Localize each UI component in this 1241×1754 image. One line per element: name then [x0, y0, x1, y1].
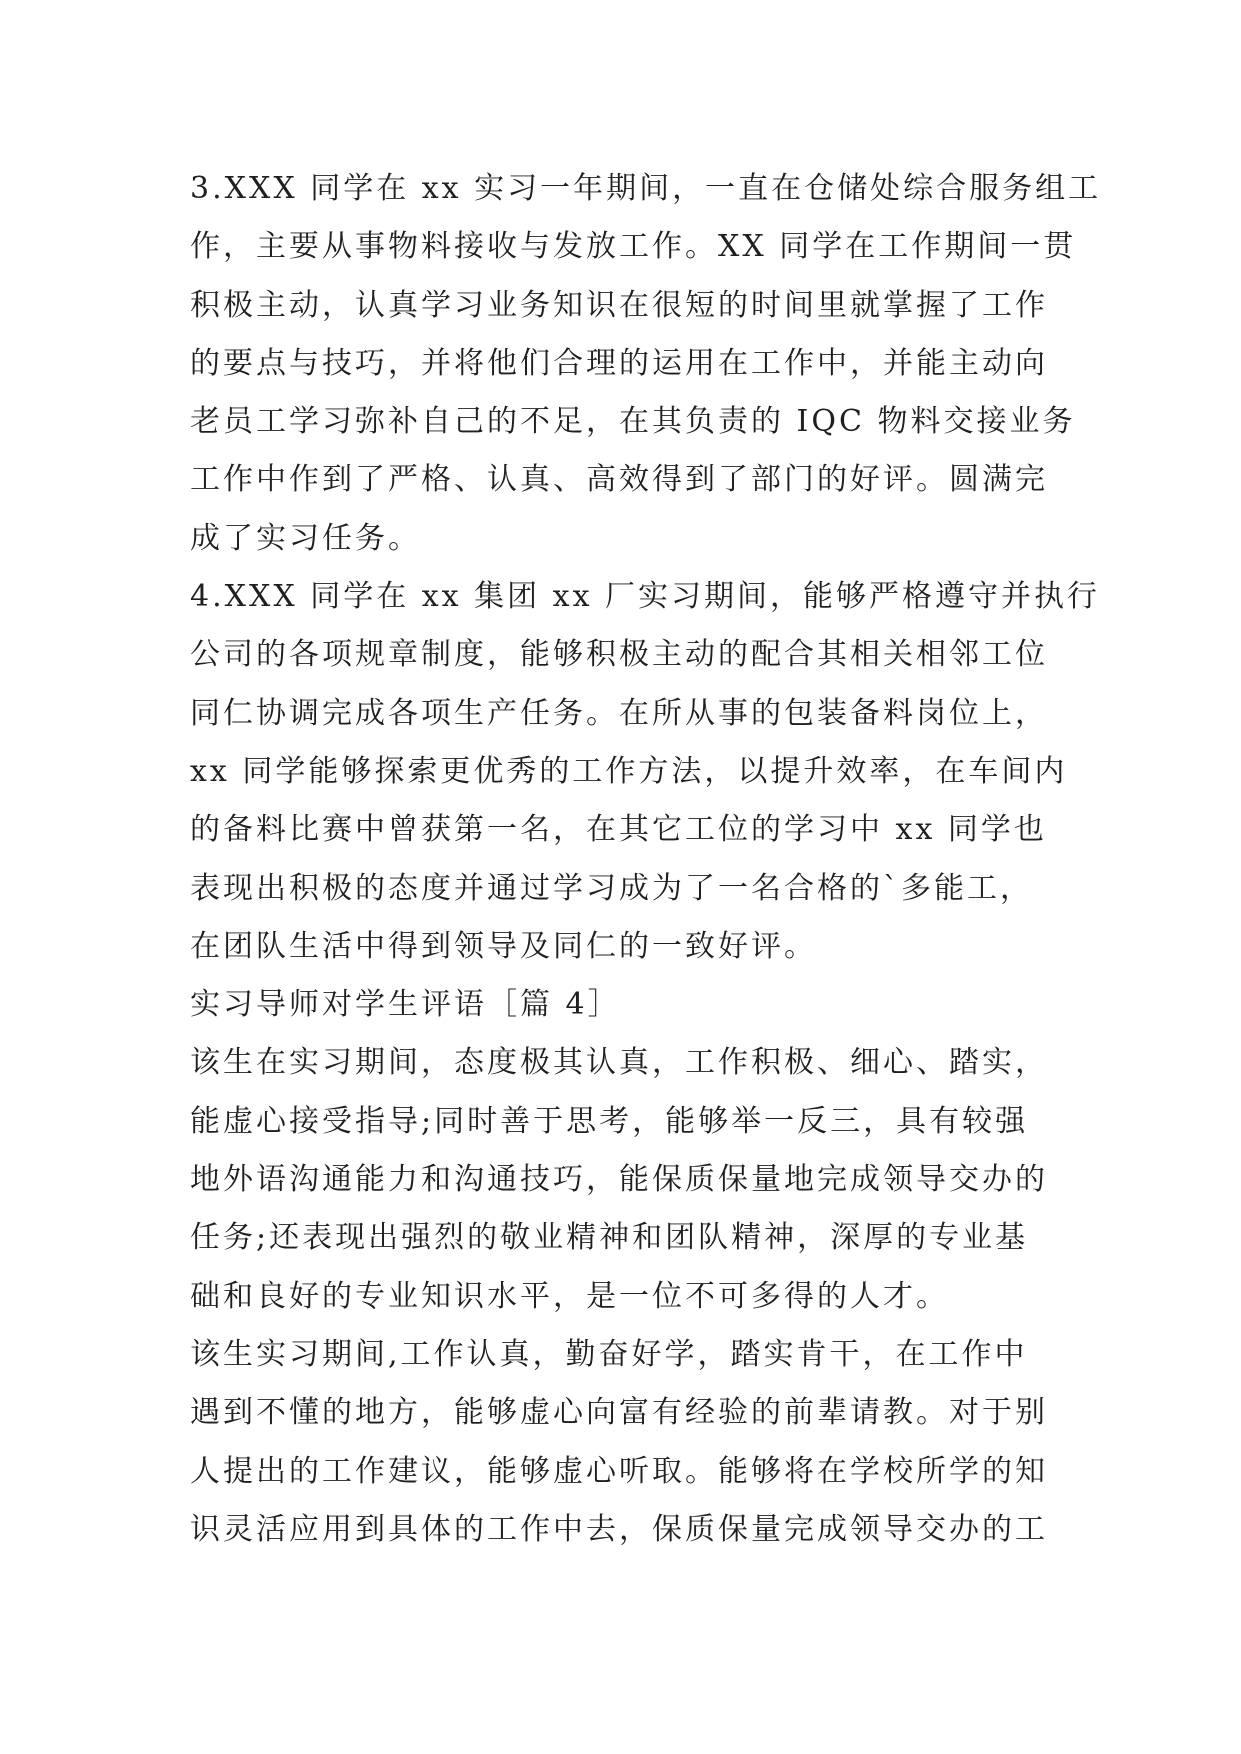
text-line: 同仁协调完成各项生产任务。在所从事的包装备料岗位上，: [190, 695, 1048, 731]
text-line: 识灵活应用到具体的工作中去，保质保量完成领导交办的工: [190, 1511, 1048, 1547]
section-heading: 实习导师对学生评语［篇 4］: [190, 987, 621, 1023]
text-line: 的备料比赛中曾获第一名，在其它工位的学习中 xx 同学也: [190, 812, 1047, 848]
text-line: xx 同学能够探索更优秀的工作方法，以提升效率，在车间内: [190, 753, 1068, 789]
text-line: 地外语沟通能力和沟通技巧，能保质保量地完成领导交办的: [190, 1162, 1048, 1198]
text-line: 人提出的工作建议，能够虚心听取。能够将在学校所学的知: [190, 1453, 1048, 1489]
text-line: 3.XXX 同学在 xx 实习一年期间，一直在仓储处综合服务组工: [190, 171, 1102, 206]
text-line: 作，主要从事物料接收与发放工作。XX 同学在工作期间一贯: [190, 229, 1077, 265]
text-line: 老员工学习弥补自己的不足，在其负责的 IQC 物料交接业务: [190, 404, 1076, 440]
text-line: 4.XXX 同学在 xx 集团 xx 厂实习期间，能够严格遵守并执行: [190, 579, 1101, 615]
text-line: 该生在实习期间，态度极其认真，工作积极、细心、踏实，: [190, 1045, 1048, 1081]
text-line: 成了实习任务。: [190, 520, 421, 556]
text-line: 表现出积极的态度并通过学习成为了一名合格的`多能工，: [190, 870, 1033, 906]
text-line: 的要点与技巧，并将他们合理的运用在工作中，并能主动向: [190, 345, 1048, 381]
text-line: 工作中作到了严格、认真、高效得到了部门的好评。圆满完: [190, 462, 1048, 498]
text-line: 该生实习期间,工作认真，勤奋好学，踏实肯干，在工作中: [190, 1336, 1028, 1372]
text-line: 能虚心接受指导;同时善于思考，能够举一反三，具有较强: [190, 1103, 1029, 1139]
text-line: 公司的各项规章制度，能够积极主动的配合其相关相邻工位: [190, 637, 1048, 673]
text-line: 遇到不懂的地方，能够虚心向富有经验的前辈请教。对于别: [190, 1395, 1048, 1431]
document-body: [190, 160, 1102, 1559]
text-line: 积极主动，认真学习业务知识在很短的时间里就掌握了工作: [190, 287, 1048, 323]
text-line: 在团队生活中得到领导及同仁的一致好评。: [190, 928, 817, 964]
text-line: 任务;还表现出强烈的敬业精神和团队精神，深厚的专业基: [190, 1220, 1029, 1256]
text-line: 础和良好的专业知识水平，是一位不可多得的人才。: [190, 1278, 949, 1314]
